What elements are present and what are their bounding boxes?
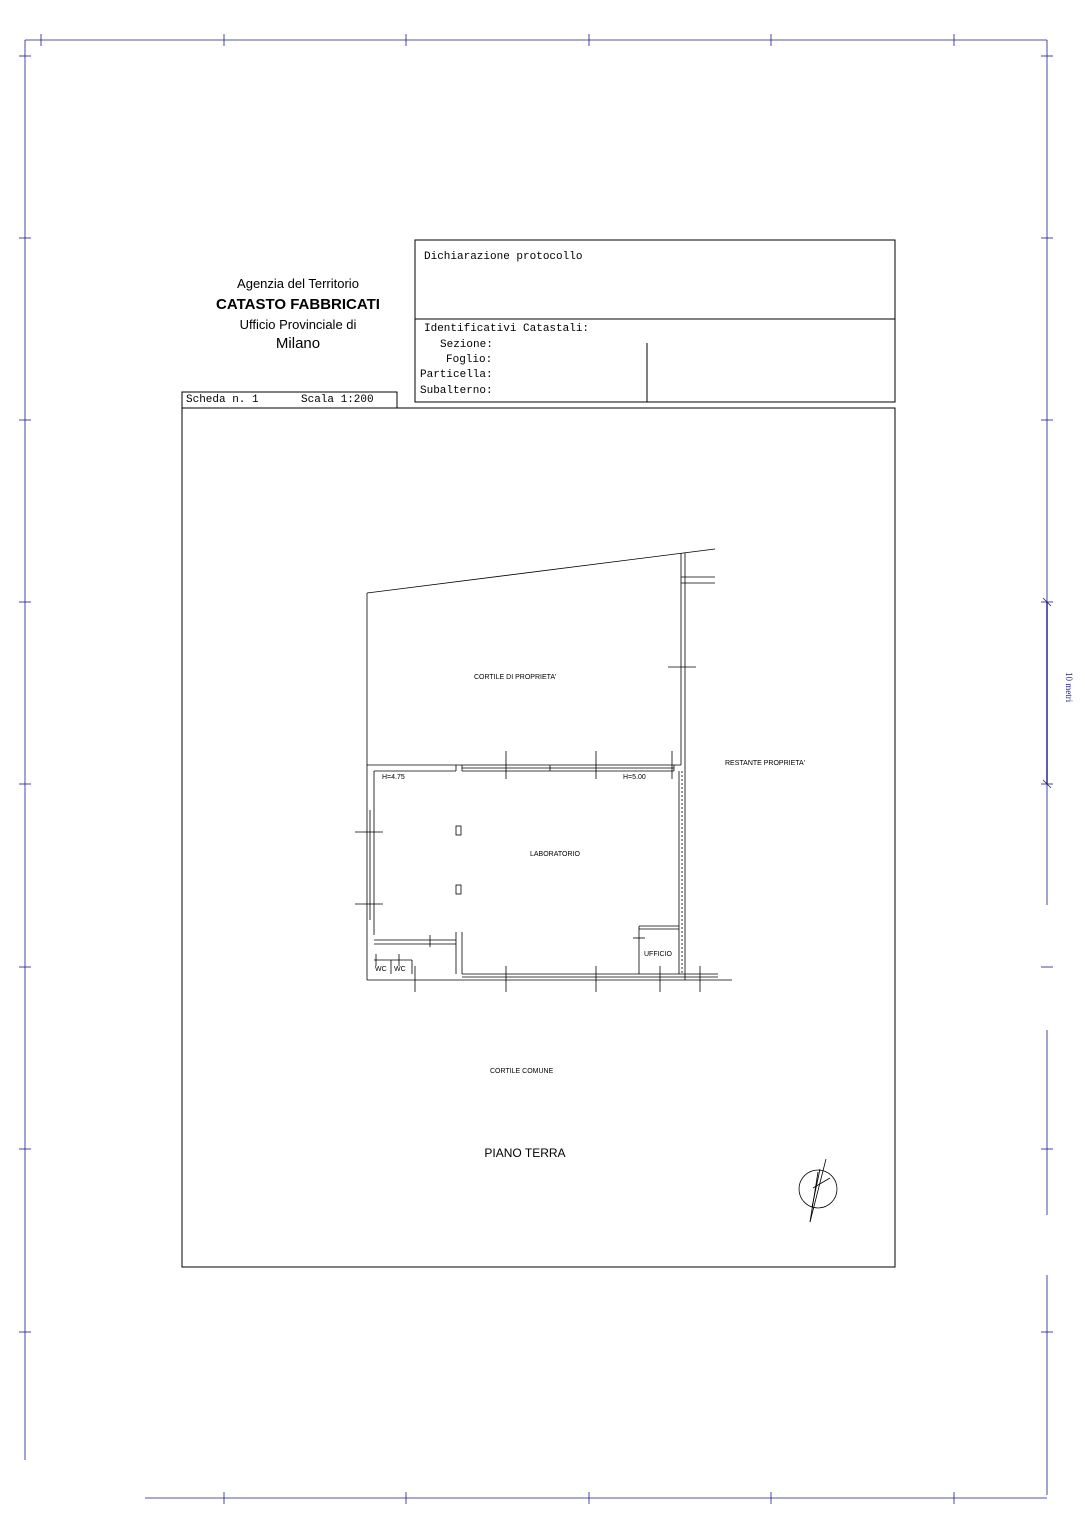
scheda-number: Scheda n. 1: [186, 394, 259, 406]
restante-proprieta-label: RESTANTE PROPRIETA': [725, 760, 806, 767]
wc-label-2: WC: [394, 966, 406, 973]
floor-label: PIANO TERRA: [484, 1146, 566, 1160]
height-right-label: H=5.00: [623, 774, 646, 781]
foglio-label: Foglio:: [446, 354, 493, 366]
office-title: CATASTO FABBRICATI: [216, 296, 380, 313]
subalterno-label: Subalterno:: [420, 385, 493, 397]
declaration-label: Dichiarazione protocollo: [424, 251, 583, 263]
wc-label-1: WC: [375, 966, 387, 973]
provincial-office: Ufficio Provinciale di: [239, 317, 357, 332]
particella-label: Particella:: [420, 369, 493, 381]
scale-label: Scala 1:200: [301, 394, 374, 406]
agency-title: Agenzia del Territorio: [237, 276, 359, 291]
ufficio-label: UFFICIO: [644, 951, 672, 958]
cortile-proprieta-label: CORTILE DI PROPRIETA': [474, 674, 557, 681]
sezione-label: Sezione:: [440, 339, 493, 351]
height-left-label: H=4.75: [382, 774, 405, 781]
laboratorio-label: LABORATORIO: [530, 851, 580, 858]
city-name: Milano: [275, 335, 321, 352]
scale-bar-label: 10 metri: [1064, 672, 1074, 703]
cortile-comune-label: CORTILE COMUNE: [490, 1068, 554, 1075]
identifiers-heading: Identificativi Catastali:: [424, 323, 590, 335]
